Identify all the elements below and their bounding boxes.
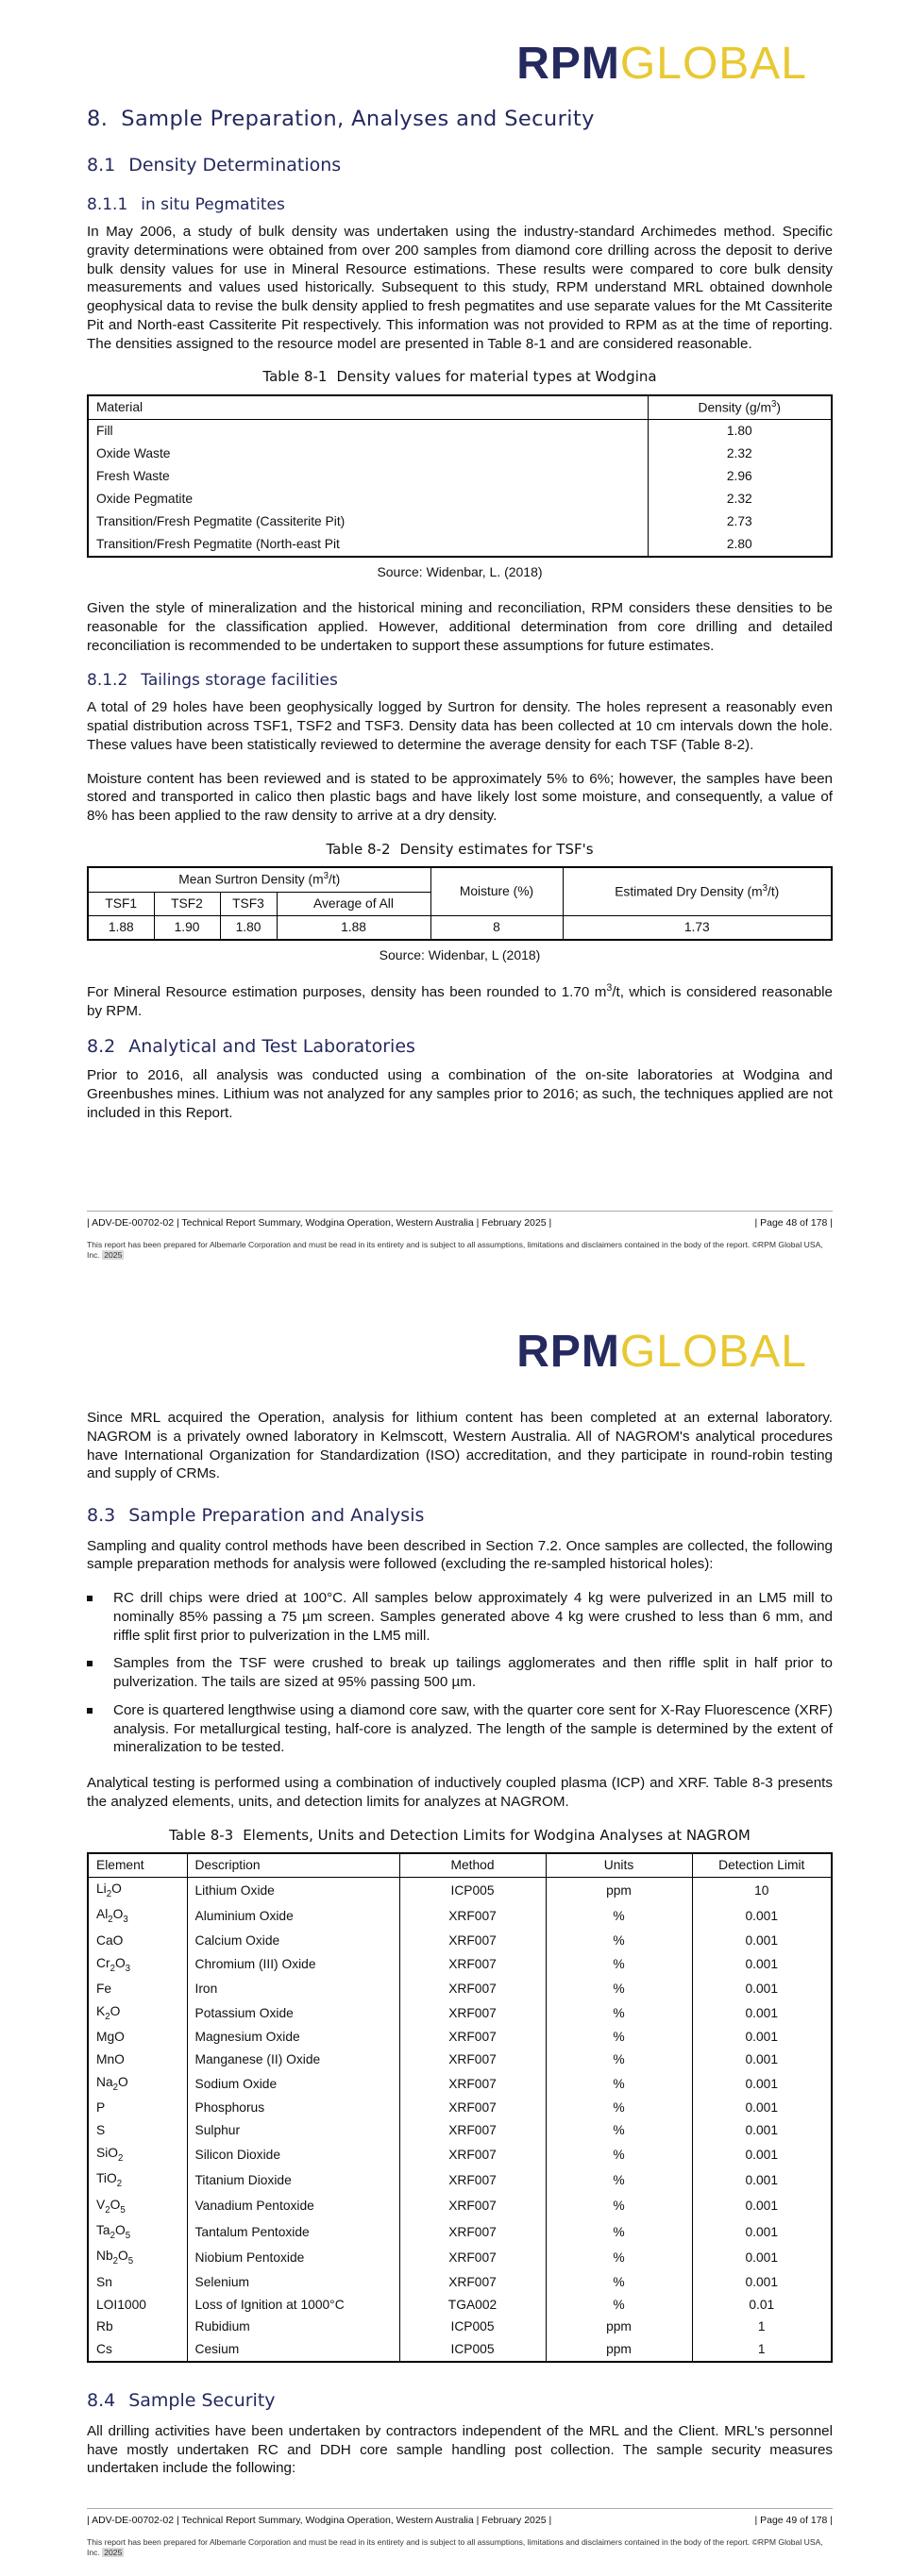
table-row — [88, 1903, 832, 1929]
cell-description: Sodium Oxide — [187, 2071, 399, 2097]
cell-tsf3: 1.80 — [220, 915, 277, 939]
cell-detection-limit: 0.001 — [692, 2000, 832, 2026]
cell-element: S — [96, 2123, 106, 2138]
cell-element: $Al_2O_3$ — [96, 1907, 128, 1926]
table-row — [88, 2245, 832, 2270]
table-row — [88, 2338, 832, 2362]
cell-description: Lithium Oxide — [187, 1878, 399, 1904]
cell-tsf1: 1.88 — [88, 915, 154, 939]
cell-material: Transition/Fresh Pegmatite (Cassiterite Pit) — [96, 513, 346, 528]
rpm-global-logo: RPMGLOBAL — [516, 39, 807, 89]
cell-units: % — [546, 2097, 692, 2119]
cell-units: ppm — [546, 2316, 692, 2338]
cell-material: Oxide Waste — [96, 446, 171, 461]
footer-doc-info: | ADV-DE-00702-02 | Technical Report Summary, Wodgina Operation, Western Australia | February 2025 | — [87, 2515, 552, 2526]
cell-method: XRF007 — [399, 2049, 546, 2071]
cell-units: % — [546, 2142, 692, 2167]
table-8-3-caption: Table 8-3 Elements, Units and Detection Limits for Wodgina Analyses at NAGROM — [169, 1826, 751, 1844]
section-8-1-1-heading: 8.1.1 in situ Pegmatites — [87, 194, 285, 214]
header-dry-density: Estimated Dry Density $(m^3/t)$ — [563, 867, 832, 915]
header-method: Method — [399, 1853, 546, 1877]
table-row — [88, 488, 832, 510]
page-48-footer — [87, 1211, 833, 1262]
cell-description: Loss of Ignition at 1000°C — [187, 2294, 399, 2317]
cell-detection-limit: 0.001 — [692, 1903, 832, 1929]
cell-detection-limit: 0.001 — [692, 1952, 832, 1978]
preparation-methods-list — [87, 1589, 833, 1757]
table-row — [88, 1930, 832, 1952]
cell-method: TGA002 — [399, 2294, 546, 2317]
footer-disclaimer: This report has been prepared for Albemarle Corporation and must be read in its entirety and is subject to all assumptions, limitations and disclaimers contained in the body of the report. ©RPM Global USA, Inc. 2025 — [87, 1239, 823, 1261]
cell-detection-limit: 0.001 — [692, 2167, 832, 2193]
cell-element: Rb — [96, 2319, 113, 2334]
paragraph-mineralization: Given the style of mineralization and the historical mining and reconciliation, RPM considers these densities to be reasonable for the classification applied. However, additional determination from core drilling and detailed reconciliation is recommended to be undertaken to support these assumptions for future estimates. — [87, 600, 833, 654]
table-row — [88, 533, 832, 557]
cell-description: Aluminium Oxide — [187, 1903, 399, 1929]
bullet-icon — [87, 1596, 93, 1601]
cell-units: % — [546, 2119, 692, 2142]
cell-method: XRF007 — [399, 2167, 546, 2193]
cell-description: Calcium Oxide — [187, 1930, 399, 1952]
cell-detection-limit: 0.001 — [692, 2219, 832, 2245]
table-8-1-density-values — [87, 394, 833, 558]
header-tsf2: TSF2 — [154, 892, 220, 915]
cell-average: 1.88 — [277, 915, 430, 939]
section-8-3-heading: 8.3 Sample Preparation and Analysis — [87, 1505, 425, 1526]
cell-material: Oxide Pegmatite — [96, 492, 193, 507]
paragraph-surtron: A total of 29 holes have been geophysically logged by Surtron for density. The holes represent a reasonably even spatial distribution across TSF1, TSF2 and TSF3. Density data has been collected at 10 cm intervals down the hole. These values have been statistically reviewed to determine the average density for each TSF (Table 8-2). — [87, 699, 833, 753]
cell-density: 2.96 — [648, 465, 832, 488]
section-8-1-heading: 8.1 Density Determinations — [87, 155, 342, 176]
cell-detection-limit: 0.001 — [692, 2142, 832, 2167]
header-moisture: Moisture (%) — [430, 867, 563, 915]
cell-method: XRF007 — [399, 2000, 546, 2026]
cell-method: XRF007 — [399, 2071, 546, 2097]
cell-detection-limit: 0.001 — [692, 2245, 832, 2270]
cell-element: Sn — [96, 2274, 112, 2289]
table-row — [88, 510, 832, 533]
cell-detection-limit: 0.01 — [692, 2294, 832, 2317]
cell-description: Cesium — [187, 2338, 399, 2362]
cell-density: 1.80 — [648, 420, 832, 443]
list-item: RC drill chips were dried at 100°C. All samples below approximately 4 kg were pulverized in an LM5 mill to nominally 85% passing a 75 µm screen. Samples generated above 4 kg were crushed to less than 6 mm, and riffle split first prior to pulverization in the LM5 mill. — [87, 1589, 833, 1645]
cell-units: % — [546, 2000, 692, 2026]
cell-density: 2.80 — [648, 533, 832, 557]
table-row — [88, 2049, 832, 2071]
table-row — [88, 1952, 832, 1978]
cell-element: CaO — [96, 1932, 124, 1948]
cell-detection-limit: 1 — [692, 2316, 832, 2338]
cell-detection-limit: 0.001 — [692, 2194, 832, 2219]
cell-element: Cs — [96, 2342, 112, 2357]
cell-element: TiO$_2$ — [96, 2171, 123, 2190]
cell-detection-limit: 0.001 — [692, 1930, 832, 1952]
header-material: Material — [96, 400, 143, 415]
cell-element: $V_2O_5$ — [96, 2197, 126, 2216]
paragraph-analytical-testing: Analytical testing is performed using a combination of inductively coupled plasma (ICP) and XRF. Table 8-3 presents the analyzed elements, units, and detection limits for analyzes at NAGROM. — [87, 1775, 833, 1810]
cell-material: Fresh Waste — [96, 469, 170, 484]
header-tsf3: TSF3 — [220, 892, 277, 915]
table-8-3-detection-limits — [87, 1852, 833, 2363]
table-8-1-body — [88, 420, 832, 557]
table-row — [88, 2271, 832, 2294]
cell-element: LOI1000 — [96, 2297, 146, 2312]
cell-element: $Ta_2O_5$ — [96, 2223, 131, 2241]
paragraph-sampling-methods: Sampling and quality control methods have been described in Section 7.2. Once samples are collected, the following sample preparation methods for analysis were followed (excluding the re-sampled historical holes): — [87, 1537, 833, 1573]
section-8-2-heading: 8.2 Analytical and Test Laboratories — [87, 1036, 415, 1058]
cell-units: ppm — [546, 1878, 692, 1904]
list-item: Core is quartered lengthwise using a diamond core saw, with the quarter core sent for X-Ray Fluorescence (XRF) analysis. For metallurgical testing, half-core is analyzed. The length of the sample is determined by the extent of mineralization to be tested. — [87, 1701, 833, 1757]
cell-material: Transition/Fresh Pegmatite (North-east Pit — [96, 536, 340, 551]
cell-description: Vanadium Pentoxide — [187, 2194, 399, 2219]
footer-disclaimer: This report has been prepared for Albemarle Corporation and must be read in its entirety and is subject to all assumptions, limitations and disclaimers contained in the body of the report. ©RPM Global USA, Inc. 2025 — [87, 2536, 823, 2558]
cell-method: XRF007 — [399, 2142, 546, 2167]
cell-detection-limit: 0.001 — [692, 2049, 832, 2071]
table-row — [88, 2194, 832, 2219]
table-row — [88, 2167, 832, 2193]
cell-units: % — [546, 2194, 692, 2219]
cell-units: % — [546, 1978, 692, 2000]
cell-moisture: 8 — [430, 915, 563, 939]
cell-description: Titanium Dioxide — [187, 2167, 399, 2193]
cell-description: Tantalum Pentoxide — [187, 2219, 399, 2245]
cell-method: ICP005 — [399, 2338, 546, 2362]
list-item: Samples from the TSF were crushed to break up tailings agglomerates and then riffle split in half prior to pulverization. The tails are sized at 95% passing 500 µm. — [87, 1654, 833, 1692]
header-description: Description — [187, 1853, 399, 1877]
cell-units: % — [546, 2167, 692, 2193]
page-49 — [0, 1288, 911, 2576]
cell-material: Fill — [96, 424, 113, 439]
cell-description: Potassium Oxide — [187, 2000, 399, 2026]
cell-method: XRF007 — [399, 2119, 546, 2142]
cell-detection-limit: 1 — [692, 2338, 832, 2362]
table-row — [88, 465, 832, 488]
cell-description: Niobium Pentoxide — [187, 2245, 399, 2270]
section-8-1-2-heading: 8.1.2 Tailings storage facilities — [87, 671, 338, 691]
cell-detection-limit: 0.001 — [692, 2097, 832, 2119]
paragraph-nagrom: Since MRL acquired the Operation, analysis for lithium content has been completed at an external laboratory. NAGROM is a privately owned laboratory in Kelmscott, Western Australia. All of NAGROM's analytical procedures have International Organization for Standardization (ISO) accreditation, and they participate in round-robin testing and supply of CRMs. — [87, 1410, 833, 1482]
table-8-3-body — [88, 1878, 832, 2363]
cell-units: % — [546, 2026, 692, 2049]
table-8-1-caption: Table 8-1 Density values for material types at Wodgina — [262, 368, 657, 386]
cell-tsf2: 1.90 — [154, 915, 220, 939]
bullet-icon — [87, 1661, 93, 1666]
cell-detection-limit: 0.001 — [692, 2119, 832, 2142]
table-row — [88, 2119, 832, 2142]
cell-units: % — [546, 2049, 692, 2071]
table-row — [88, 2294, 832, 2317]
cell-method: XRF007 — [399, 2097, 546, 2119]
header-units: Units — [546, 1853, 692, 1877]
header-detection-limit: Detection Limit — [692, 1853, 832, 1877]
footer-page-number: | Page 48 of 178 | — [754, 1217, 833, 1229]
cell-description: Phosphorus — [187, 2097, 399, 2119]
table-row — [88, 420, 832, 443]
table-8-1-source: Source: Widenbar, L. (2018) — [377, 563, 543, 579]
section-8-heading: 8. Sample Preparation, Analyses and Security — [87, 107, 595, 131]
cell-method: XRF007 — [399, 1930, 546, 1952]
paragraph-moisture: Moisture content has been reviewed and is stated to be approximately 5% to 6%; however, the samples have been stored and transported in calico then plastic bags and have likely lost some moisture, and consequently, a value of 8% has been applied to the raw density to arrive at a dry density. — [87, 770, 833, 825]
table-row — [88, 2316, 832, 2338]
header-average: Average of All — [277, 892, 430, 915]
cell-detection-limit: 0.001 — [692, 2026, 832, 2049]
footer-page-number: | Page 49 of 178 | — [754, 2515, 833, 2526]
table-row — [88, 2071, 832, 2097]
page-49-content — [87, 1409, 833, 2493]
cell-units: % — [546, 2071, 692, 2097]
paragraph-sample-security: All drilling activities have been undertaken by contractors independent of the MRL and the Client. MRL's personnel have mostly undertaken RC and DDH core sample handling post collection. The sample security measures undertaken include the following: — [87, 2422, 833, 2477]
table-8-2-tsf-density — [87, 866, 833, 940]
cell-dry-density: 1.73 — [563, 915, 832, 939]
cell-method: XRF007 — [399, 2219, 546, 2245]
cell-units: % — [546, 2245, 692, 2270]
cell-method: XRF007 — [399, 1978, 546, 2000]
cell-element: SiO$_2$ — [96, 2146, 124, 2164]
cell-element: $Nb_2O_5$ — [96, 2249, 134, 2267]
cell-element: $Na_2O$ — [96, 2074, 128, 2093]
cell-description: Manganese (II) Oxide — [187, 2049, 399, 2071]
cell-detection-limit: 10 — [692, 1878, 832, 1904]
header-density: Density $(g/m^3)$ — [648, 395, 832, 420]
bullet-icon — [87, 1708, 93, 1714]
cell-method: ICP005 — [399, 1878, 546, 1904]
cell-method: ICP005 — [399, 2316, 546, 2338]
section-8-4-heading: 8.4 Sample Security — [87, 2390, 276, 2412]
page-48-content — [87, 106, 833, 1137]
cell-method: XRF007 — [399, 2245, 546, 2270]
cell-density: 2.32 — [648, 488, 832, 510]
cell-density: 2.73 — [648, 510, 832, 533]
header-mean-surtron: Mean Surtron Density $(m^3/t)$ — [88, 867, 430, 892]
table-row — [88, 2219, 832, 2245]
table-row — [88, 2097, 832, 2119]
cell-method: XRF007 — [399, 2194, 546, 2219]
table-row — [88, 1978, 832, 2000]
cell-element: P — [96, 2100, 106, 2116]
table-row — [88, 915, 832, 939]
cell-element: MgO — [96, 2030, 125, 2045]
cell-units: % — [546, 2294, 692, 2317]
table-row — [88, 2000, 832, 2026]
cell-element: MnO — [96, 2052, 125, 2067]
table-8-2-caption: Table 8-2 Density estimates for TSF's — [326, 840, 594, 858]
cell-detection-limit: 0.001 — [692, 1978, 832, 2000]
cell-units: % — [546, 2271, 692, 2294]
cell-method: XRF007 — [399, 2271, 546, 2294]
cell-element: $Li_2O$ — [96, 1882, 122, 1899]
header-tsf1: TSF1 — [88, 892, 154, 915]
table-8-2-source: Source: Widenbar, L (2018) — [379, 946, 541, 962]
cell-description: Iron — [187, 1978, 399, 2000]
table-row — [88, 2026, 832, 2049]
cell-detection-limit: 0.001 — [692, 2071, 832, 2097]
table-row — [88, 1878, 832, 1904]
cell-description: Magnesium Oxide — [187, 2026, 399, 2049]
table-header-row — [88, 395, 832, 420]
cell-element: Fe — [96, 1981, 112, 1996]
cell-detection-limit: 0.001 — [692, 2271, 832, 2294]
cell-method: XRF007 — [399, 2026, 546, 2049]
table-row — [88, 2142, 832, 2167]
cell-description: Rubidium — [187, 2316, 399, 2338]
cell-units: % — [546, 1903, 692, 1929]
paragraph-bulk-density: In May 2006, a study of bulk density was undertaken using the industry-standard Archimedes method. Specific gravity determinations were obtained from over 200 samples from diamond core drilling across the deposit to derive bulk density values for use in Mineral Resource estimations. These results were compared to core bulk density measurements and values used historically. Subsequent to this study, RPM understand MRL obtained downhole geophysical data to revise the bulk density applied to fresh pegmatites and use separate values for the Mt Cassiterite Pit and North-east Cassiterite Pit respectively. This information was not provided to RPM as at the time of reporting. The densities assigned to the resource model are presented in Table 8-1 and are considered reasonable. — [87, 224, 833, 352]
table-header-row — [88, 867, 832, 892]
cell-element: $K_2O$ — [96, 2003, 121, 2022]
cell-units: % — [546, 1930, 692, 1952]
cell-units: % — [546, 1952, 692, 1978]
header-element: Element — [96, 1858, 144, 1873]
cell-description: Chromium (III) Oxide — [187, 1952, 399, 1978]
cell-element: $Cr_2O_3$ — [96, 1955, 131, 1974]
table-header-row — [88, 1853, 832, 1877]
paragraph-rounded-density: For Mineral Resource estimation purposes, density has been rounded to 1.70 $m^3/t$, which is considered reasonable by RPM. — [87, 981, 833, 1019]
paragraph-prior-2016: Prior to 2016, all analysis was conducted using a combination of the on-site laboratories at Wodgina and Greenbushes mines. Lithium was not analyzed for any samples prior to 2016; as such, the techniques applied are not included in this Report. — [87, 1067, 833, 1121]
cell-method: XRF007 — [399, 1903, 546, 1929]
cell-method: XRF007 — [399, 1952, 546, 1978]
rpm-global-logo: RPMGLOBAL — [516, 1327, 807, 1377]
cell-description: Selenium — [187, 2271, 399, 2294]
footer-doc-info: | ADV-DE-00702-02 | Technical Report Summary, Wodgina Operation, Western Australia | February 2025 | — [87, 1217, 552, 1229]
cell-density: 2.32 — [648, 443, 832, 465]
table-row — [88, 443, 832, 465]
cell-units: % — [546, 2219, 692, 2245]
page-49-footer — [87, 2508, 833, 2559]
cell-units: ppm — [546, 2338, 692, 2362]
cell-description: Silicon Dioxide — [187, 2142, 399, 2167]
cell-description: Sulphur — [187, 2119, 399, 2142]
